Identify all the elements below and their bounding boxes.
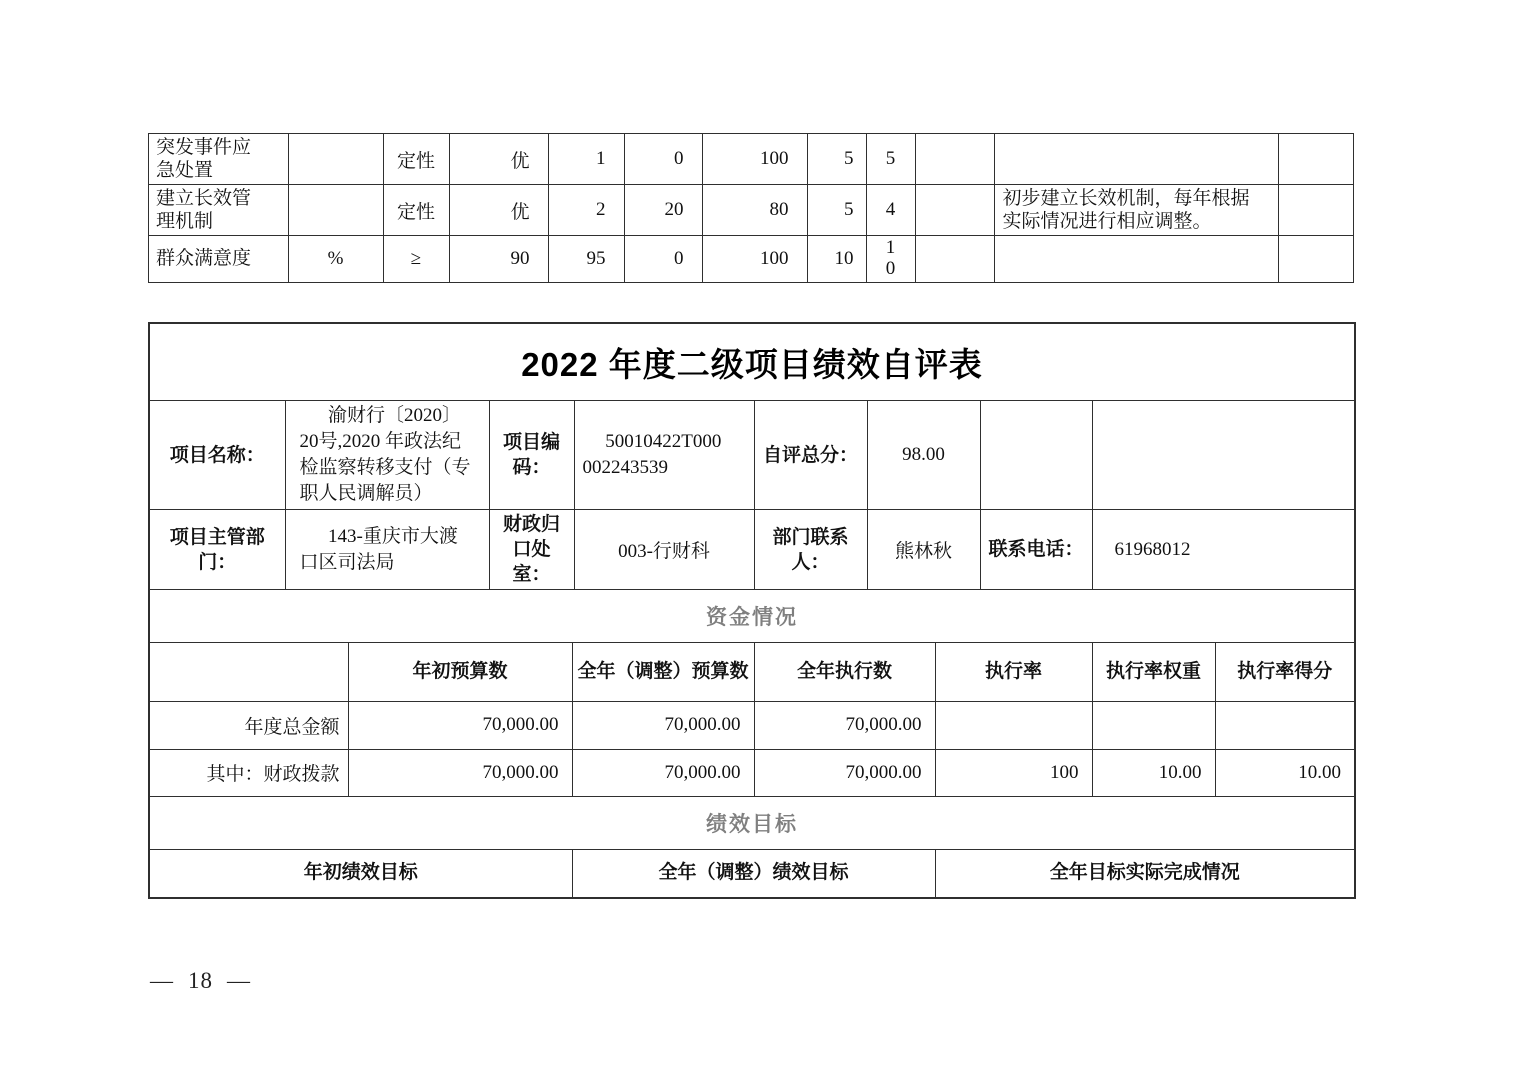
performance-goal-table — [150, 850, 1354, 897]
self-score-label: 自评总分： — [754, 401, 867, 510]
empty-cell — [1278, 185, 1353, 236]
indicator-score-cell — [866, 236, 915, 282]
indicator-target-cell: 优 — [449, 134, 548, 185]
funding-amount-cell: 70,000.00 — [348, 749, 572, 796]
page-number — [150, 968, 251, 994]
funding-row-label: 其中：财政拨款 — [150, 749, 348, 796]
project-name-value: 渝财行〔2020〕20号,2020 年政法纪检监察转移支付（专职人民调解员） — [285, 401, 489, 510]
performance-section-title: 绩效目标 — [706, 812, 798, 836]
indicator-weight-cell: 5 — [807, 185, 866, 236]
self-score-value: 98.00 — [867, 401, 980, 510]
indicator-note-cell — [994, 134, 1278, 185]
indicator-note-cell: 初步建立长效机制，每年根据实际情况进行相应调整。 — [994, 185, 1278, 236]
funding-header-cell: 年初预算数 — [348, 643, 572, 701]
indicator-note-cell — [994, 236, 1278, 282]
indicator-value-cell: 80 — [702, 185, 807, 236]
empty-cell — [1278, 134, 1353, 185]
project-code-label: 项目编码： — [489, 401, 574, 510]
table-row — [150, 749, 1354, 796]
contact-person-value: 熊林秋 — [867, 510, 980, 590]
funding-section-header — [150, 590, 1354, 643]
phone-label: 联系电话： — [980, 510, 1092, 590]
indicator-table-grid — [149, 134, 1353, 282]
funding-rate-cell — [935, 701, 1092, 749]
indicator-table — [148, 133, 1354, 283]
indicator-target-cell: 90 — [449, 236, 548, 282]
funding-rate-cell: 100 — [935, 749, 1092, 796]
empty-cell — [915, 236, 994, 282]
funding-section-title: 资金情况 — [706, 606, 798, 629]
indicator-unit-cell — [288, 185, 383, 236]
indicator-score-cell: 4 — [866, 185, 915, 236]
indicator-value-cell: 100 — [702, 134, 807, 185]
contact-person-label: 部门联系人： — [754, 510, 867, 590]
self-evaluation-table — [148, 322, 1356, 899]
table-row — [150, 401, 1354, 510]
page-number-value: 18 — [188, 968, 213, 993]
indicator-name-cell: 建立长效管理机制 — [149, 185, 288, 236]
table-title-row — [150, 324, 1354, 401]
funding-header-cell: 全年执行数 — [754, 643, 935, 701]
indicator-value-cell: 100 — [702, 236, 807, 282]
supervising-dept-label: 项目主管部门： — [150, 510, 285, 590]
funding-weight-cell: 10.00 — [1092, 749, 1215, 796]
performance-section-header — [150, 797, 1354, 850]
indicator-value-cell: 95 — [548, 236, 624, 282]
indicator-weight-cell: 5 — [807, 134, 866, 185]
funding-amount-cell: 70,000.00 — [754, 749, 935, 796]
empty-cell — [1092, 401, 1354, 510]
table-row — [149, 134, 1353, 185]
funding-weight-cell — [1092, 701, 1215, 749]
perf-header-actual-completion: 全年目标实际完成情况 — [1049, 862, 1240, 883]
finance-office-label: 财政归口处室： — [489, 510, 574, 590]
funding-amount-cell: 70,000.00 — [754, 701, 935, 749]
indicator-value-cell: 1 — [548, 134, 624, 185]
table-row — [150, 510, 1354, 590]
empty-cell — [915, 134, 994, 185]
supervising-dept-value: 143-重庆市大渡口区司法局 — [285, 510, 489, 590]
funding-header-cell — [150, 643, 348, 701]
funding-amount-cell: 70,000.00 — [572, 701, 754, 749]
indicator-type-cell: ≥ — [383, 236, 449, 282]
indicator-type-cell: 定性 — [383, 185, 449, 236]
indicator-value-cell: 0 — [624, 236, 702, 282]
indicator-weight-cell: 10 — [807, 236, 866, 282]
indicator-name-cell: 群众满意度 — [149, 236, 288, 282]
project-code-value: 50010422T000002243539 — [574, 401, 754, 510]
perf-header-initial-goal: 年初绩效目标 — [150, 850, 572, 897]
page-number-dash-right: — — [227, 968, 251, 993]
indicator-type-cell: 定性 — [383, 134, 449, 185]
phone-value: 61968012 — [1092, 510, 1354, 590]
funding-amount-cell: 70,000.00 — [572, 749, 754, 796]
table-row — [149, 236, 1353, 282]
indicator-target-cell: 优 — [449, 185, 548, 236]
project-info-table — [150, 401, 1354, 590]
indicator-value-cell: 2 — [548, 185, 624, 236]
empty-cell — [980, 401, 1092, 510]
page-number-dash-left: — — [150, 968, 174, 993]
funding-score-cell: 10.00 — [1215, 749, 1354, 796]
project-name-label: 项目名称： — [150, 401, 285, 510]
funding-header-cell: 执行率权重 — [1092, 643, 1215, 701]
table-row — [150, 701, 1354, 749]
indicator-value-cell: 20 — [624, 185, 702, 236]
funding-table — [150, 643, 1354, 797]
funding-amount-cell: 70,000.00 — [348, 701, 572, 749]
funding-score-cell — [1215, 701, 1354, 749]
table-row — [150, 850, 1354, 897]
wrapped-score-value: 10 — [885, 237, 896, 280]
table-title: 2022 年度二级项目绩效自评表 — [521, 345, 983, 383]
empty-cell — [1278, 236, 1353, 282]
indicator-score-cell: 5 — [866, 134, 915, 185]
finance-office-value: 003-行财科 — [574, 510, 754, 590]
table-row — [150, 643, 1354, 701]
funding-header-cell: 全年（调整）预算数 — [572, 643, 754, 701]
table-row — [149, 185, 1353, 236]
indicator-name-cell: 突发事件应急处置 — [149, 134, 288, 185]
indicator-unit-cell — [288, 134, 383, 185]
indicator-value-cell: 0 — [624, 134, 702, 185]
empty-cell — [915, 185, 994, 236]
funding-row-label: 年度总金额 — [150, 701, 348, 749]
funding-header-cell: 执行率 — [935, 643, 1092, 701]
perf-header-adjusted-goal: 全年（调整）绩效目标 — [572, 850, 935, 897]
indicator-unit-cell: % — [288, 236, 383, 282]
funding-header-cell: 执行率得分 — [1215, 643, 1354, 701]
